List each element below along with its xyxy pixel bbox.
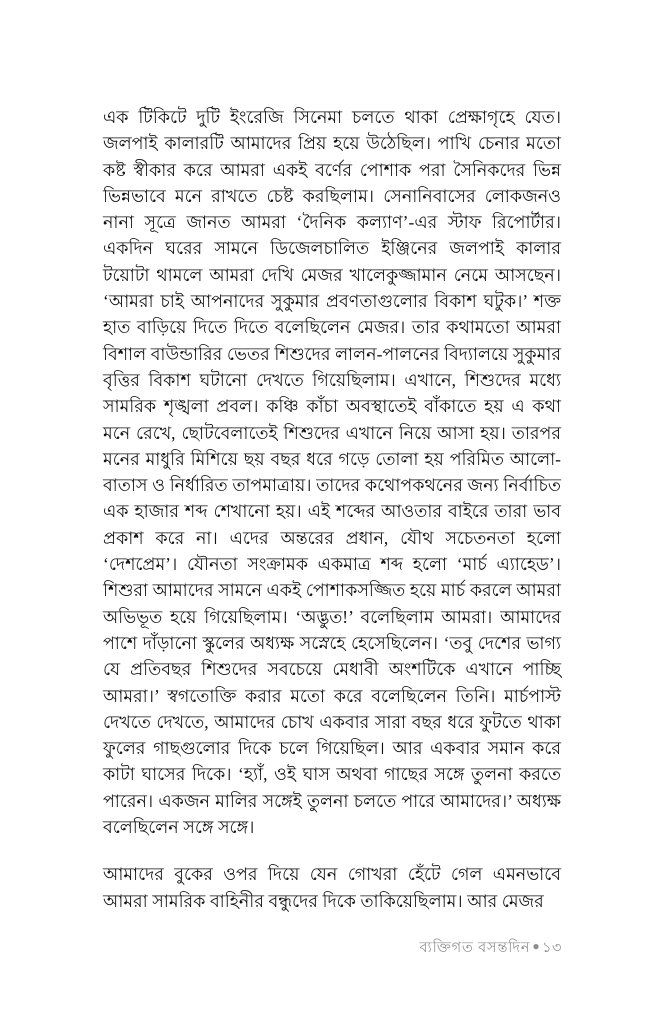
footer-book-title: ব্যক্তিগত বসন্তদিন	[419, 940, 531, 956]
page-body-text	[103, 104, 561, 914]
footer-page-number: ১৩	[542, 940, 562, 956]
body-paragraph: এক টিকিটে দুটি ইংরেজি সিনেমা চলতে থাকা প্রেক্ষাগৃহে যেত। জলপাই কালারটি আমাদের প্রিয় হয়ে উঠেছিল। পাখি চেনার মতো কষ্ট স্বীকার করে আমরা একই বর্ণের পোশাক পরা সৈনিকদের ভিন্ন ভিন্নভাবে মনে রাখতে চেষ্ট করছিলাম। সেনানিবাসের লোকজনও নানা সূত্রে জানত আমরা ‘দৈনিক কল্যাণ’-এর স্টাফ রিপোর্টার। একদিন ঘরের সামনে ডিজেলচালিত ইঞ্জিনের জলপাই কালার টয়োটা থামলে আমরা দেখি মেজর খালেকুজ্জামান নেমে আসছেন। ‘আমরা চাই আপনাদের সুকুমার প্রবণতাগুলোর বিকাশ ঘটুক।’ শক্ত হাত বাড়িয়ে দিতে দিতে বলেছিলেন মেজর। তার কথামতো আমরা বিশাল বাউন্ডারির ভেতর শিশুদের লালন-পালনের বিদ্যালয়ে সুকুমার বৃত্তির বিকাশ ঘটানো দেখতে গিয়েছিলাম। এখানে, শিশুদের মধ্যে সামরিক শৃঙ্খলা প্রবল। কঞ্চি কাঁচা অবস্থাতেই বাঁকাতে হয় এ কথা মনে রেখে, ছোটবেলাতেই শিশুদের এখানে নিয়ে আসা হয়। তারপর মনের মাধুরি মিশিয়ে ছয় বছর ধরে গড়ে তোলা হয় পরিমিত আলো-বাতাস ও নির্ধারিত তাপমাত্রায়। তাদের কথোপকথনের জন্য নির্বাচিত এক হাজার শব্দ শেখানো হয়। এই শব্দের আওতার বাইরে তারা ভাব প্রকাশ করে না। এদের অন্তরের প্রধান, যৌথ সচেতনতা হলো ‘দেশপ্রেম’। যৌনতা সংক্রামক একমাত্র শব্দ হলো ‘মার্চ এ্যাহেড’। শিশুরা আমাদের সামনে একই পোশাকসজ্জিত হয়ে মার্চ করলে আমরা অভিভূত হয়ে গিয়েছিলাম। ‘অদ্ভুত!’ বলেছিলাম আমরা। আমাদের পাশে দাঁড়ানো স্কুলের অধ্যক্ষ সস্নেহে হেসেছিলেন। ‘তবু দেশের ভাগ্য যে প্রতিবছর শিশুদের সবচেয়ে মেধাবী অংশটিকে এখানে পাচ্ছি আমরা।’ স্বগতোক্তি করার মতো করে বলেছিলেন তিনি। মার্চপাস্ট দেখতে দেখতে, আমাদের চোখ একবার সারা বছর ধরে ফুটতে থাকা ফুলের গাছগুলোর দিকে চলে গিয়েছিল। আর একবার সমান করে কাটা ঘাসের দিকে। ‘হ্যাঁ, ওই ঘাস অথবা গাছের সঙ্গে তুলনা করতে পারেন। একজন মালির সঙ্গেই তুলনা চলতে পারে আমাদের।’ অধ্যক্ষ বলেছিলেন সঙ্গে সঙ্গে।	[103, 107, 561, 838]
footer-separator-bullet-icon: ●	[532, 939, 541, 953]
page-footer	[103, 936, 562, 958]
body-paragraph: আমাদের বুকের ওপর দিয়ে যেন গোখরা হেঁটে গেল এমনভাবে আমরা সামরিক বাহিনীর বন্ধুদের দিকে তাকিয়েছিলাম। আর মেজর	[103, 864, 561, 911]
